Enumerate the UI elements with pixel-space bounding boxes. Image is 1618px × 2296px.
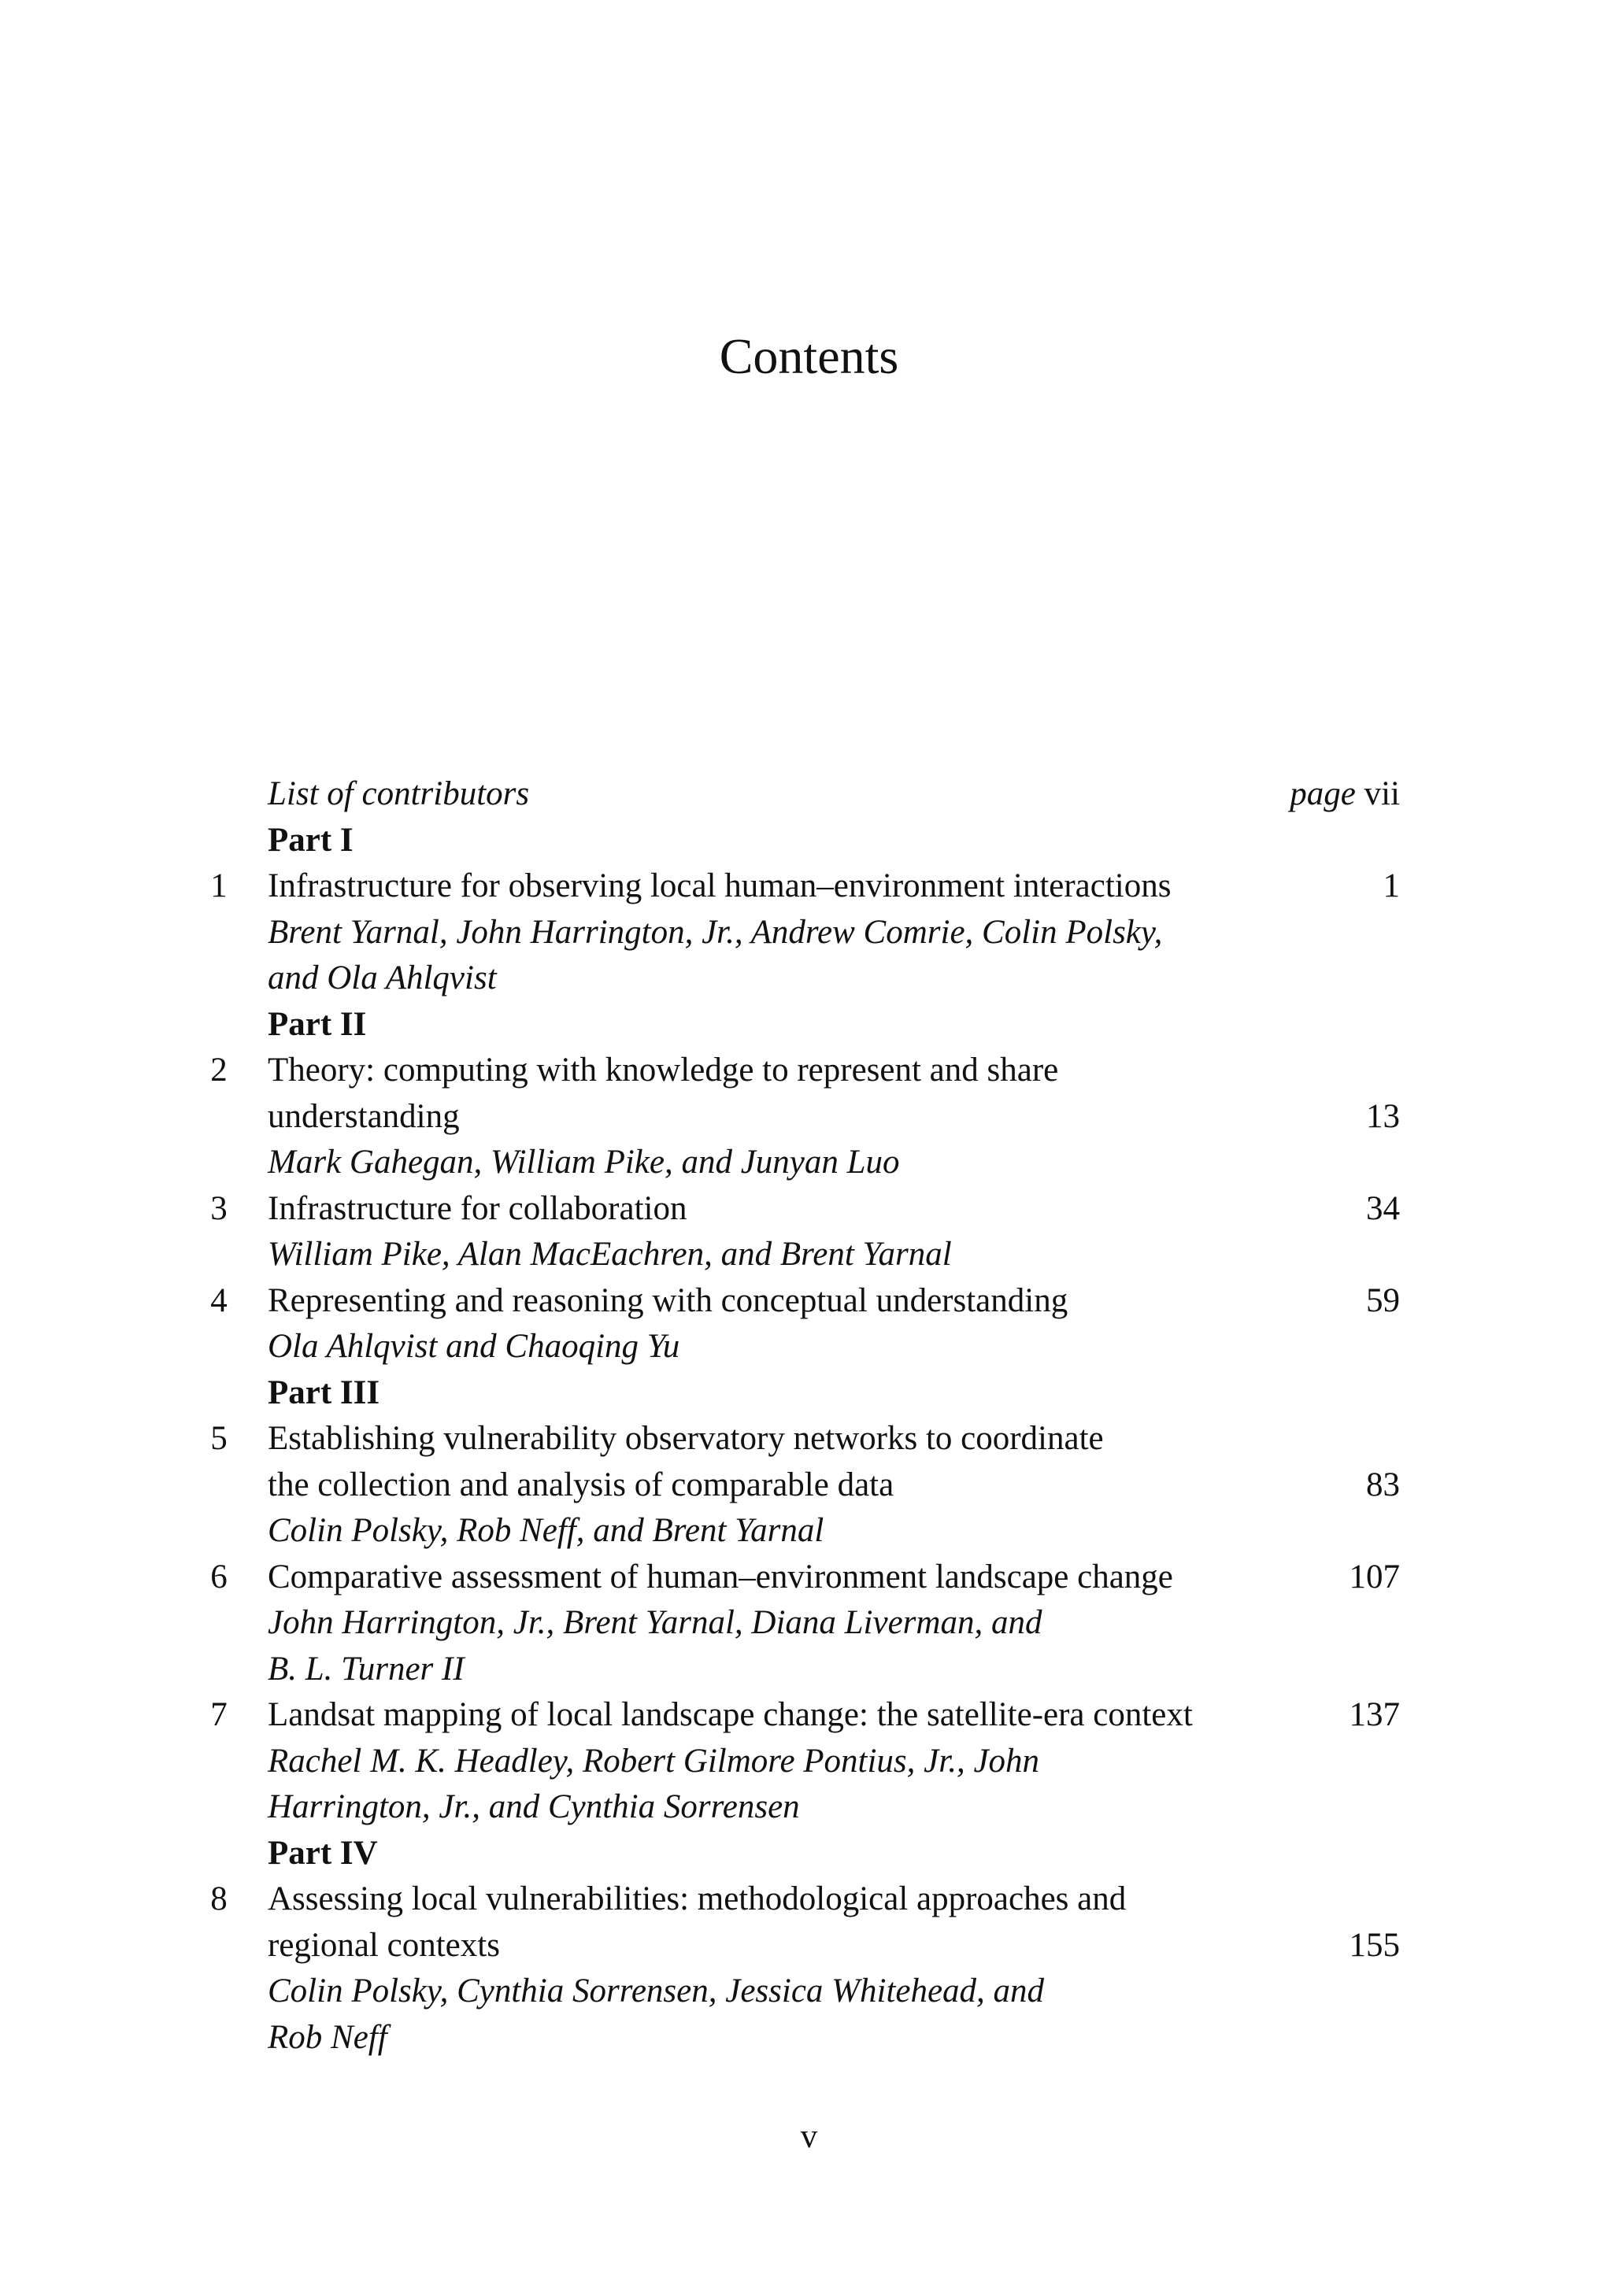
chapter-7-authors: Rachel M. K. Headley, Robert Gilmore Pontius, Jr., John <box>268 1742 1040 1780</box>
chapter-2-authors: Mark Gahegan, William Pike, and Junyan Luo <box>268 1144 900 1181</box>
chapter-8-title-line[interactable] <box>203 1923 1400 1969</box>
chapter-page: 59 <box>1366 1281 1400 1319</box>
chapter-8-title-line[interactable] <box>203 1876 1400 1923</box>
chapter-title: Representing and reasoning with conceptual understanding <box>268 1281 1068 1319</box>
chapter-3-authors: William Pike, Alan MacEachren, and Brent Yarnal <box>268 1236 952 1273</box>
chapter-4-authors: Ola Ahlqvist and Chaoqing Yu <box>268 1328 680 1365</box>
chapter-page: 107 <box>1349 1558 1400 1595</box>
chapter-5-title-line[interactable] <box>203 1416 1400 1462</box>
chapter-8-authors: Rob Neff <box>268 2018 387 2056</box>
chapter-1-authors: Brent Yarnal, John Harrington, Jr., Andrew Comrie, Colin Polsky, <box>268 913 1163 951</box>
chapter-number: 5 <box>210 1420 228 1457</box>
chapter-title: regional contexts <box>268 1926 500 1964</box>
chapter-7-title-line[interactable] <box>203 1692 1400 1739</box>
chapter-number: 4 <box>210 1281 228 1319</box>
part-heading: Part III <box>268 1374 380 1411</box>
chapter-1-authors: and Ola Ahlqvist <box>268 959 497 996</box>
part-heading: Part I <box>268 821 354 859</box>
chapter-5-authors: Colin Polsky, Rob Neff, and Brent Yarnal <box>268 1512 824 1549</box>
chapter-title: Assessing local vulnerabilities: methodological approaches and <box>268 1880 1127 1917</box>
chapter-number: 6 <box>210 1558 228 1595</box>
part-heading: Part IV <box>268 1834 378 1872</box>
chapter-page: 155 <box>1349 1926 1400 1964</box>
chapter-number: 2 <box>210 1052 228 1089</box>
chapter-1-title-line[interactable] <box>203 863 1400 910</box>
table-of-contents <box>203 771 1400 2061</box>
contributors-page: page vii <box>1290 775 1400 812</box>
chapter-page: 13 <box>1366 1097 1400 1135</box>
chapter-page: 1 <box>1383 867 1400 904</box>
chapter-title: Infrastructure for collaboration <box>268 1189 687 1227</box>
chapter-number: 7 <box>210 1696 228 1733</box>
chapter-title: Comparative assessment of human–environment landscape change <box>268 1558 1173 1595</box>
chapter-7-authors: Harrington, Jr., and Cynthia Sorrensen <box>268 1788 800 1825</box>
page-title: Contents <box>719 327 899 384</box>
chapter-title: understanding <box>268 1097 460 1135</box>
part-heading: Part II <box>268 1005 367 1043</box>
chapter-title: the collection and analysis of comparable data <box>268 1466 894 1503</box>
chapter-3-title-line[interactable] <box>203 1186 1400 1233</box>
contributors-entry[interactable] <box>203 771 1400 818</box>
chapter-title: Infrastructure for observing local human–environment interactions <box>268 867 1172 904</box>
chapter-page: 137 <box>1349 1696 1400 1733</box>
chapter-title: Landsat mapping of local landscape change: the satellite-era context <box>268 1696 1193 1733</box>
chapter-6-authors: B. L. Turner II <box>268 1650 465 1688</box>
chapter-number: 8 <box>210 1880 228 1917</box>
chapter-title: Establishing vulnerability observatory networks to coordinate <box>268 1420 1104 1457</box>
chapter-page: 34 <box>1366 1189 1400 1227</box>
chapter-2-title-line[interactable] <box>203 1094 1400 1141</box>
chapter-number: 1 <box>210 867 228 904</box>
chapter-8-authors: Colin Polsky, Cynthia Sorrensen, Jessica Whitehead, and <box>268 1972 1045 2009</box>
contributors-label: List of contributors <box>268 775 530 812</box>
chapter-4-title-line[interactable] <box>203 1278 1400 1325</box>
page-number: v <box>800 2118 818 2155</box>
chapter-title: Theory: computing with knowledge to represent and share <box>268 1052 1059 1089</box>
chapter-5-title-line[interactable] <box>203 1462 1400 1509</box>
chapter-6-authors: John Harrington, Jr., Brent Yarnal, Diana Liverman, and <box>268 1604 1042 1641</box>
chapter-6-title-line[interactable] <box>203 1555 1400 1601</box>
chapter-2-title-line[interactable] <box>203 1048 1400 1094</box>
chapter-number: 3 <box>210 1189 228 1227</box>
chapter-page: 83 <box>1366 1466 1400 1503</box>
